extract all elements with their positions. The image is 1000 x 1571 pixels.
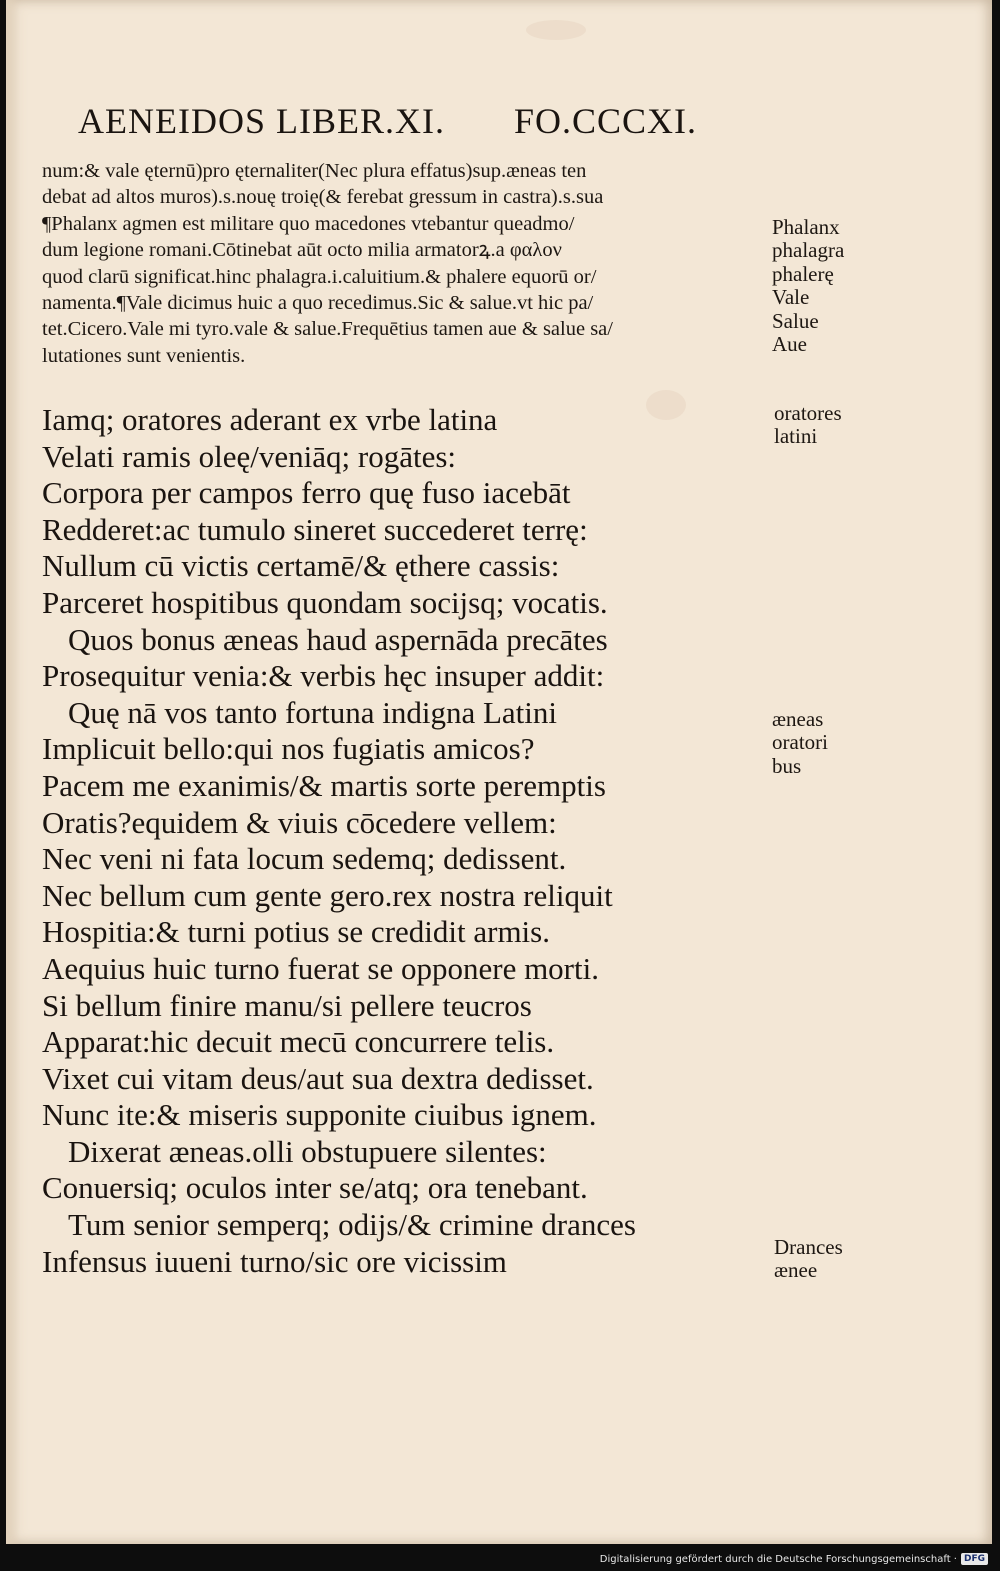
- margin-note-aeneas: [772, 708, 828, 778]
- commentary-line: tet.Cicero.Vale mi tyro.vale & salue.Frequētius tamen aue & salue sa/: [42, 318, 613, 341]
- verse-line: Oratis?equidem & viuis cōcedere vellem:: [42, 804, 557, 840]
- margin-note-line: æneas: [772, 707, 824, 731]
- book-title: AENEIDOS LIBER.XI.: [78, 101, 445, 141]
- verse-line: Apparat:hic decuit mecū concurrere telis.: [42, 1024, 555, 1060]
- verse-line: Vixet cui vitam deus/aut sua dextra dedisset.: [42, 1060, 594, 1096]
- margin-note-line: phalagra: [772, 238, 845, 263]
- verse-line: Hospitia:& turni potius se credidit armis.: [42, 914, 550, 950]
- commentary-line: namenta.¶Vale dicimus huic a quo recedimus.Sic & salue.vt hic pa/: [42, 292, 594, 315]
- margin-note-line: oratori: [772, 730, 828, 755]
- verse-line: Infensus iuueni turno/sic ore vicissim: [42, 1243, 507, 1279]
- credit-text: Digitalisierung gefördert durch die Deutsche Forschungsgemeinschaft ·: [599, 1553, 957, 1565]
- verse-line: Tum senior semperq; odijs/& crimine drances: [68, 1207, 636, 1243]
- book-page: [6, 0, 992, 1544]
- verse-line: Prosequitur venia:& verbis hęc insuper addit:: [42, 658, 605, 694]
- commentary-line: quod clarū significat.hinc phalagra.i.caluitium.& phalere equorū or/: [42, 265, 597, 288]
- verse-line: Aequius huic turno fuerat se opponere morti.: [42, 950, 599, 986]
- margin-note-line: ænee: [774, 1258, 818, 1283]
- verse-line: Parceret hospitibus quondam socijsq; vocatis.: [42, 584, 608, 620]
- verse-line: Nec veni ni fata locum sedemq; dedissent.: [42, 841, 567, 877]
- margin-note-line: Vale: [772, 285, 810, 310]
- verse-line: Pacem me exanimis/& martis sorte peremptis: [42, 767, 606, 803]
- margin-note-line: phalerę: [772, 261, 834, 286]
- verse-block: [42, 402, 762, 1280]
- verse-line: Nunc ite:& miseris supponite ciuibus ignem.: [42, 1097, 597, 1133]
- commentary-block: [42, 158, 772, 369]
- margin-note-oratores: [774, 402, 842, 449]
- verse-line: Redderet:ac tumulo sineret succederet terrę:: [42, 511, 588, 547]
- margin-note-line: Drances: [774, 1235, 843, 1259]
- margin-note-phalanx: [772, 216, 844, 356]
- margin-note-line: Phalanx: [772, 215, 840, 239]
- margin-note-line: latini: [774, 424, 818, 449]
- commentary-line: lutationes sunt venientis.: [42, 344, 246, 367]
- verse-line: Si bellum finire manu/si pellere teucros: [42, 987, 532, 1023]
- verse-line: Conuersiq; oculos inter se/atq; ora tenebant.: [42, 1170, 588, 1206]
- verse-line: Quos bonus æneas haud aspernāda precātes: [68, 621, 608, 657]
- verse-line: Corpora per campos ferro quę fuso iacebāt: [42, 475, 571, 511]
- verse-line: Nullum cū victis certamē/& ęthere cassis:: [42, 548, 560, 584]
- margin-note-line: bus: [772, 753, 802, 778]
- margin-note-line: Aue: [772, 332, 807, 357]
- margin-note-line: Salue: [772, 308, 819, 333]
- margin-note-line: oratores: [774, 401, 842, 425]
- commentary-line: dum legione romani.Cōtinebat aūt octo milia armatorꝝ.a φαλον: [42, 239, 562, 262]
- commentary-line: debat ad altos muros).s.nouę troię(& ferebat gressum in castra).s.sua: [42, 186, 604, 209]
- dfg-logo-icon: DFG: [961, 1553, 988, 1565]
- running-header: [78, 100, 748, 142]
- folio-number: FO.CCCXI.: [514, 101, 698, 141]
- verse-line: Dixerat æneas.olli obstupuere silentes:: [68, 1133, 547, 1169]
- verse-line: Iamq; oratores aderant ex vrbe latina: [42, 402, 498, 437]
- verse-line: Velati ramis oleę/veniāq; rogātes:: [42, 438, 457, 474]
- commentary-line: num:& vale ęternū)pro ęternaliter(Nec plura effatus)sup.æneas ten: [42, 160, 587, 182]
- verse-line: Quę nā vos tanto fortuna indigna Latini: [68, 694, 557, 730]
- commentary-line: ¶Phalanx agmen est militare quo macedones vtebantur queadmo/: [42, 212, 575, 235]
- verse-line: Nec bellum cum gente gero.rex nostra reliquit: [42, 877, 613, 913]
- verse-line: Implicuit bello:qui nos fugiatis amicos?: [42, 731, 535, 767]
- margin-note-drances: [774, 1236, 843, 1283]
- digitization-credit: [600, 1553, 988, 1565]
